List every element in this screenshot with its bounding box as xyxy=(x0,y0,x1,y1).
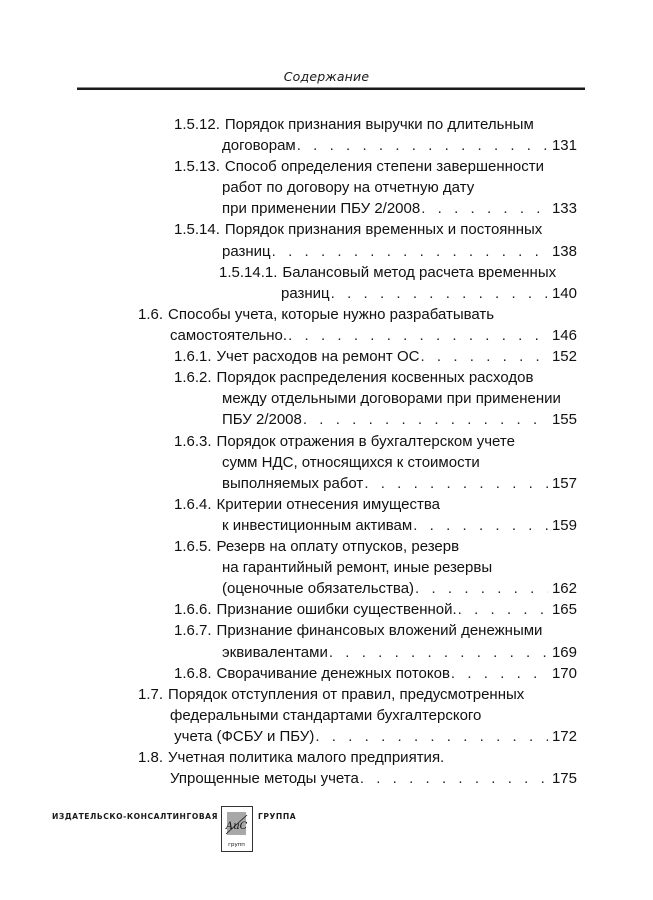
publisher-logo-icon xyxy=(221,806,253,852)
toc-entry-line xyxy=(174,620,577,641)
toc-entry-line xyxy=(174,114,577,135)
toc-entry-title: Порядок отступления от правил, предусмотренных xyxy=(168,686,525,703)
dot-leader xyxy=(415,578,548,599)
toc-entry-title: Учет расходов на ремонт ОС xyxy=(216,348,420,365)
toc-entry-number: 1.6.8. xyxy=(174,665,212,682)
toc-entry-title: выполняемых работ xyxy=(222,475,364,492)
toc-page-number: 155 xyxy=(551,411,577,428)
toc-page-number: 159 xyxy=(551,517,577,534)
toc-entry-line xyxy=(222,388,577,409)
dot-leader xyxy=(421,198,548,219)
dot-leader xyxy=(364,473,548,494)
dot-leader xyxy=(360,768,548,789)
toc-entry-number: 1.6. xyxy=(138,306,164,323)
toc-page-number: 133 xyxy=(551,200,577,217)
toc-entry-number: 1.7. xyxy=(138,686,164,703)
toc-entry-line xyxy=(174,219,577,240)
toc-entry-number: 1.5.13. xyxy=(174,158,220,175)
toc-page-number: 162 xyxy=(551,580,577,597)
toc-entry-line-with-page xyxy=(174,346,577,367)
publisher-name-right: ГРУППА xyxy=(258,812,297,821)
toc-entry-line xyxy=(138,304,577,325)
dot-leader xyxy=(413,515,548,536)
toc-entry-title: эквивалентами xyxy=(222,644,328,661)
toc-entry-line xyxy=(170,705,577,726)
toc-page-number: 170 xyxy=(551,665,577,682)
toc-entry-line-with-page xyxy=(170,726,577,747)
toc-entry-title: учета (ФСБУ и ПБУ) xyxy=(170,728,315,745)
toc-entry-title: разниц xyxy=(281,285,330,302)
toc-entry-title: Способы учета, которые нужно разрабатывать xyxy=(168,306,495,323)
toc-entry-title: Учетная политика малого предприятия. xyxy=(168,749,445,766)
toc-entry-number: 1.6.5. xyxy=(174,538,212,555)
toc-entry-title: (оценочные обязательства) xyxy=(222,580,415,597)
toc-entry-number: 1.6.4. xyxy=(174,496,212,513)
toc-entry-line xyxy=(219,262,577,283)
dot-leader xyxy=(451,663,548,684)
toc-entry-title: Порядок признания временных и постоянных xyxy=(224,221,543,238)
logo-caption: групп xyxy=(228,842,245,848)
header-rule xyxy=(77,87,585,90)
toc-entry-title: разниц xyxy=(222,243,271,260)
toc-entry-number: 1.8. xyxy=(138,749,164,766)
toc-entry-line-with-page xyxy=(222,578,577,599)
toc-page-number: 140 xyxy=(551,285,577,302)
toc-entry-title: к инвестиционным активам xyxy=(222,517,413,534)
toc-entry-title: Порядок распределения косвенных расходов xyxy=(216,369,534,386)
toc-entry-line-with-page xyxy=(222,409,577,430)
toc-entry-title: самостоятельно. xyxy=(170,327,288,344)
toc-entry-line xyxy=(174,367,577,388)
toc-entry-line-with-page xyxy=(174,599,577,620)
toc-entry-title: договорам xyxy=(222,137,296,154)
toc-entry-line-with-page xyxy=(281,283,577,304)
toc-page-number: 131 xyxy=(551,137,577,154)
toc-entry-line xyxy=(222,177,577,198)
toc-entry-number: 1.6.2. xyxy=(174,369,212,386)
dot-leader xyxy=(288,325,548,346)
logo-text: АиС xyxy=(225,821,248,832)
toc-entry-line xyxy=(222,452,577,473)
toc-entry-title: Способ определения степени завершенности xyxy=(224,158,544,175)
toc-entry-title: Сворачивание денежных потоков xyxy=(216,665,450,682)
toc-entry-title: сумм НДС, относящихся к стоимости xyxy=(222,454,480,471)
toc-entry-title: между отдельными договорами при применении xyxy=(222,390,561,407)
dot-leader xyxy=(315,726,548,747)
toc-entry-line xyxy=(174,494,577,515)
toc-entry-line-with-page xyxy=(170,768,577,789)
toc-entry-title: Признание ошибки существенной. xyxy=(216,601,457,618)
toc-entry-line xyxy=(222,557,577,578)
dot-leader xyxy=(420,346,547,367)
toc-entry-number: 1.6.1. xyxy=(174,348,212,365)
toc-entry-number: 1.5.14. xyxy=(174,221,220,238)
toc-entry-line xyxy=(174,431,577,452)
toc-entry-line xyxy=(174,536,577,557)
toc-entry-line xyxy=(138,747,577,768)
toc-entry-number: 1.6.3. xyxy=(174,433,212,450)
toc-entry-title: Упрощенные методы учета xyxy=(170,770,359,787)
toc-entry-line xyxy=(174,156,577,177)
dot-leader xyxy=(297,135,548,156)
toc-entry-line xyxy=(138,684,577,705)
toc-entry-title: Критерии отнесения имущества xyxy=(216,496,440,513)
dot-leader xyxy=(458,599,548,620)
toc-page-number: 157 xyxy=(551,475,577,492)
toc-page-number: 165 xyxy=(551,601,577,618)
toc-entry-line-with-page xyxy=(222,642,577,663)
toc-entry-number: 1.5.12. xyxy=(174,116,220,133)
toc-entry-title: федеральными стандартами бухгалтерского xyxy=(170,707,482,724)
publisher-name-left: ИЗДАТЕЛЬСКО-КОНСАЛТИНГОВАЯ xyxy=(51,812,218,821)
toc-entry-number: 1.6.6. xyxy=(174,601,212,618)
dot-leader xyxy=(272,241,548,262)
toc-entry-title: работ по договору на отчетную дату xyxy=(222,179,475,196)
toc-entry-title: Признание финансовых вложений денежными xyxy=(216,622,543,639)
toc-entry-title: ПБУ 2/2008 xyxy=(222,411,302,428)
toc-entry-title: Резерв на оплату отпусков, резерв xyxy=(216,538,460,555)
toc-page-number: 152 xyxy=(551,348,577,365)
toc-entry-title: при применении ПБУ 2/2008 xyxy=(222,200,421,217)
toc-entry-line-with-page xyxy=(222,135,577,156)
toc-entry-line-with-page xyxy=(174,663,577,684)
toc-entry-line-with-page xyxy=(222,198,577,219)
dot-leader xyxy=(303,409,548,430)
toc-entry-title: Порядок отражения в бухгалтерском учете xyxy=(216,433,515,450)
dot-leader xyxy=(329,642,548,663)
dot-leader xyxy=(331,283,548,304)
toc-entry-line-with-page xyxy=(222,241,577,262)
toc-page-number: 138 xyxy=(551,243,577,260)
toc-entry-line-with-page xyxy=(222,473,577,494)
toc-page-number: 172 xyxy=(551,728,577,745)
toc-entry-line-with-page xyxy=(170,325,577,346)
toc-page-number: 146 xyxy=(551,327,577,344)
toc-page-number: 175 xyxy=(551,770,577,787)
toc-entry-title: Балансовый метод расчета временных xyxy=(282,264,557,281)
running-head-title: Содержание xyxy=(283,69,370,84)
toc-entry-number: 1.5.14.1. xyxy=(219,264,278,281)
toc-entry-number: 1.6.7. xyxy=(174,622,212,639)
publisher-footer xyxy=(51,806,326,858)
toc-entry-title: Порядок признания выручки по длительным xyxy=(224,116,534,133)
toc-entry-title: на гарантийный ремонт, иные резервы xyxy=(222,559,493,576)
toc-entry-line-with-page xyxy=(222,515,577,536)
toc-page-number: 169 xyxy=(551,644,577,661)
